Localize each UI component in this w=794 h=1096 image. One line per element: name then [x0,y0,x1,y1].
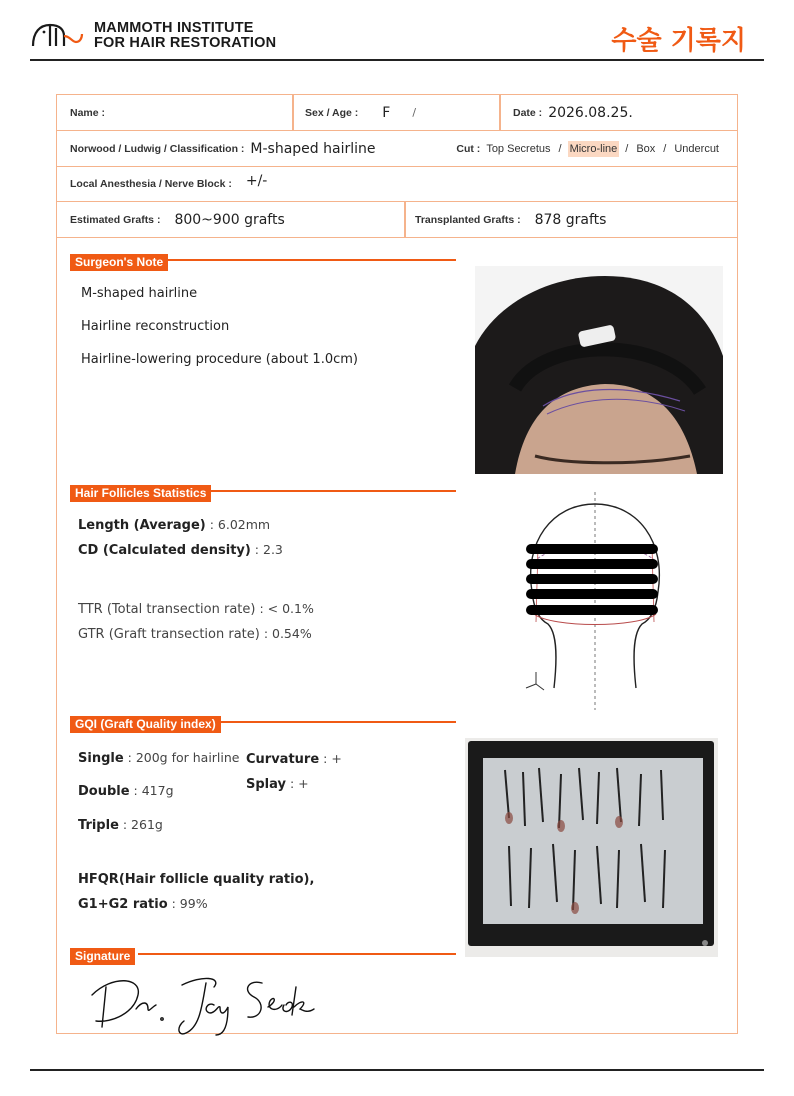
divider [499,95,501,130]
transplanted-grafts-label: Transplanted Grafts : [415,213,521,226]
triple-label: Triple [78,818,119,833]
sex-age-label: Sex / Age : [305,106,359,119]
estimated-grafts-cell[interactable] [70,202,285,237]
handwritten-signature [82,965,342,1043]
estimated-grafts-label: Estimated Grafts : [70,213,161,226]
g1g2-stat [78,896,208,912]
classification-value: M-shaped hairline [250,140,376,157]
cut-separator: / [558,142,562,155]
estimated-grafts-value: 800~900 grafts [174,211,285,228]
classification-label: Norwood / Ludwig / Classification : [70,142,245,155]
follicle-stats-heading [70,482,211,499]
surgeons-note-tag: Surgeon's Note [70,254,168,271]
logo-line-2: FOR HAIR RESTORATION [94,35,277,51]
length-value: : 6.02mm [205,517,271,532]
ttr-label: TTR (Total transection rate) [78,602,256,617]
g1g2-label: G1+G2 ratio [78,897,168,912]
triple-value: : 261g [118,817,163,832]
section-underline [138,953,456,955]
curvature-value: : + [319,751,342,766]
age-separator: / [412,106,417,119]
hfqr-stat [78,872,314,887]
splay-label: Splay [246,777,286,792]
row-name-sex-date [57,95,737,131]
hfqr-label: HFQR(Hair follicle quality ratio), [78,872,315,887]
single-label: Single [78,751,124,766]
single-value: : 200g for hairline [123,750,240,765]
gqi-heading [70,713,221,730]
name-label: Name : [70,106,106,119]
date-label: Date : [513,106,543,119]
cut-label: Cut : [456,142,481,155]
cd-label: CD (Calculated density) [78,543,251,558]
row-grafts [57,202,737,238]
length-label: Length (Average) [78,518,206,533]
signature-tag: Signature [70,948,135,965]
note-line-2: Hairline reconstruction [81,319,230,334]
bottom-rule [30,1069,764,1071]
splay-stat [246,776,309,792]
institute-logo [30,18,290,54]
follicle-stats-tag: Hair Follicles Statistics [70,485,211,502]
gqi-tag: GQI (Graft Quality index) [70,716,221,733]
gtr-label: GTR (Graft transection rate) [78,627,260,642]
sex-age-cell[interactable] [305,95,416,130]
head-back-diagram-icon [512,492,672,710]
signature-image [82,965,342,1043]
surgeons-note-heading [70,251,168,268]
cut-option-top-secretus[interactable]: Top Secretus [486,142,551,155]
head-diagram [512,492,672,710]
microscope-monitor-photo [465,738,718,957]
ttr-stat [78,601,314,617]
splay-value: : + [285,776,309,791]
cut-separator: / [625,142,629,155]
transplanted-grafts-cell[interactable] [415,202,606,237]
date-value: 2026.08.25. [548,104,633,121]
cut-option-undercut[interactable]: Undercut [674,142,719,155]
cut-separator: / [663,142,667,155]
row-anesthesia [57,167,737,202]
cd-value: : 2.3 [250,542,283,557]
ttr-value: : < 0.1% [255,601,314,616]
note-line-1: M-shaped hairline [81,286,198,301]
gtr-stat [78,626,312,642]
divider [292,95,294,130]
signature-heading [70,945,135,962]
section-underline [210,490,456,492]
length-stat [78,517,270,533]
curvature-stat [246,751,342,767]
divider [404,202,406,237]
top-rule [30,59,764,61]
classification-cell[interactable] [70,131,376,166]
gtr-value: : 0.54% [259,626,312,641]
mammoth-logo-icon [30,22,90,48]
name-cell[interactable] [70,95,111,130]
double-value: : 417g [129,783,174,798]
cut-option-micro-line[interactable]: Micro-line [569,142,618,155]
curvature-label: Curvature [246,752,320,767]
section-underline [168,259,456,261]
anesthesia-value: +/- [245,173,268,189]
g1g2-value: : 99% [167,896,208,911]
double-label: Double [78,784,130,799]
cd-stat [78,542,283,558]
anesthesia-cell[interactable] [70,167,267,201]
transplanted-grafts-value: 878 grafts [534,211,607,228]
hairline-photo-image [475,266,723,474]
row-classification-cut [57,131,737,167]
note-line-3: Hairline-lowering procedure (about 1.0cm) [81,352,358,367]
double-stat [78,783,174,799]
document-title: 수술 기록지 [611,26,746,56]
hairline-photo [475,266,723,474]
section-underline [220,721,456,723]
anesthesia-label: Local Anesthesia / Nerve Block : [70,178,232,190]
cut-option-box[interactable]: Box [636,142,656,155]
sex-value: F [382,104,391,121]
cut-options [456,131,721,166]
triple-stat [78,817,163,833]
date-cell[interactable] [513,95,633,130]
single-stat [78,750,240,766]
logo-line-1: MAMMOTH INSTITUTE [94,20,254,36]
monitor-grafts-image [465,738,718,957]
